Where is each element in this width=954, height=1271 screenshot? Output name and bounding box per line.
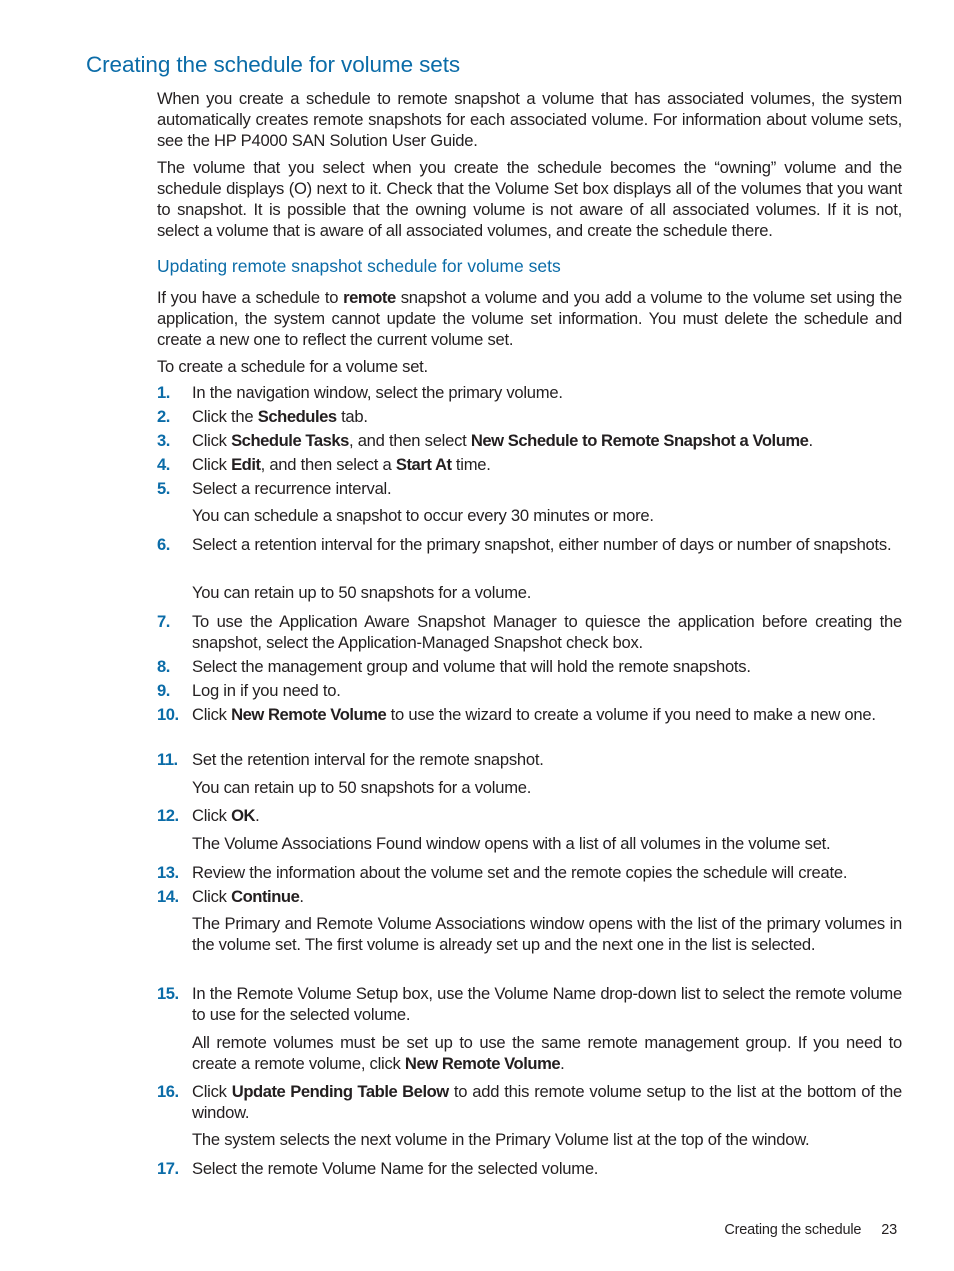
intro-paragraph-1: When you create a schedule to remote snapshot a volume that has associated volumes, the system automatically creates remote snapshots for each associated volume. For information about volume sets, see the HP P4000 SAN Solution User Guide. [157, 89, 902, 150]
step-text: Click Continue. [192, 887, 304, 906]
step-text: Select a recurrence interval. [192, 479, 392, 498]
step-6 [157, 534, 902, 555]
step-number: 7. [157, 612, 170, 631]
subsection-title: Updating remote snapshot schedule for volume sets [157, 256, 561, 276]
step-number: 13. [157, 863, 179, 882]
step-16-note: The system selects the next volume in the Primary Volume list at the top of the window. [192, 1130, 810, 1149]
step-16 [157, 1081, 902, 1123]
footer-label: Creating the schedule [724, 1222, 862, 1238]
step-number: 11. [157, 750, 178, 769]
step-2 [157, 406, 902, 427]
step-12-note: The Volume Associations Found window opens with a list of all volumes in the volume set. [192, 834, 831, 853]
step-13 [157, 862, 902, 883]
step-5-note: You can schedule a snapshot to occur every 30 minutes or more. [192, 506, 654, 525]
step-1 [157, 382, 902, 403]
step-number: 16. [157, 1082, 179, 1101]
step-text: Set the retention interval for the remote snapshot. [192, 750, 544, 769]
page-footer [724, 1222, 897, 1238]
step-text: Click Update Pending Table Below to add this remote volume setup to the list at the bottom of the window. [192, 1082, 903, 1122]
step-text: Click New Remote Volume to use the wizard to create a volume if you need to make a new one. [192, 705, 876, 724]
step-10 [157, 704, 902, 725]
step-15 [157, 983, 902, 1025]
step-number: 6. [157, 535, 170, 554]
step-14-note: The Primary and Remote Volume Associations window opens with the list of the primary volumes in the volume set. The first volume is already set up and the next one in the list is selected. [192, 914, 902, 954]
step-number: 3. [157, 431, 170, 450]
step-number: 14. [157, 887, 179, 906]
intro-paragraph-2: The volume that you select when you create the schedule becomes the “owning” volume and the schedule displays (O) next to it. Check that the Volume Set box displays all of the volumes that you want to snapshot. It is possible that the owning volume is not aware of all associated volumes. If it is not, select a volume that is aware of all associated volumes, and create the schedule there. [157, 158, 902, 240]
step-5 [157, 478, 902, 499]
step-9 [157, 680, 902, 701]
lead-in: To create a schedule for a volume set. [157, 357, 428, 376]
step-number: 1. [157, 383, 170, 402]
step-17 [157, 1158, 902, 1179]
step-number: 5. [157, 479, 170, 498]
step-12 [157, 805, 902, 826]
step-number: 9. [157, 681, 170, 700]
step-number: 12. [157, 806, 179, 825]
step-text: Log in if you need to. [192, 681, 341, 700]
step-8 [157, 656, 902, 677]
step-number: 2. [157, 407, 170, 426]
section-title: Creating the schedule for volume sets [86, 52, 460, 77]
step-text: To use the Application Aware Snapshot Manager to quiesce the application before creating the snapshot, select the Application-Managed Snapshot check box. [192, 612, 902, 652]
step-text: In the navigation window, select the primary volume. [192, 383, 563, 402]
step-text: Click Edit, and then select a Start At time. [192, 455, 491, 474]
step-number: 10. [157, 705, 179, 724]
step-4 [157, 454, 902, 475]
step-text: Select the management group and volume that will hold the remote snapshots. [192, 657, 751, 676]
step-15-note: All remote volumes must be set up to use the same remote management group. If you need to create a remote volume, click New Remote Volume. [192, 1033, 902, 1073]
step-number: 15. [157, 984, 179, 1003]
step-number: 17. [157, 1159, 179, 1178]
step-text: Click OK. [192, 806, 260, 825]
step-text: Select a retention interval for the primary snapshot, either number of days or number of snapshots. [192, 535, 892, 554]
step-7 [157, 611, 902, 653]
update-paragraph: If you have a schedule to remote snapshot a volume and you add a volume to the volume set using the application, the system cannot update the volume set information. You must delete the schedule and create a new one to reflect the current volume set. [157, 288, 902, 349]
step-text: Select the remote Volume Name for the selected volume. [192, 1159, 599, 1178]
step-11 [157, 749, 902, 770]
step-6-note: You can retain up to 50 snapshots for a volume. [192, 583, 532, 602]
step-14 [157, 886, 902, 907]
step-11-note: You can retain up to 50 snapshots for a volume. [192, 778, 532, 797]
step-text: Review the information about the volume set and the remote copies the schedule will create. [192, 863, 848, 882]
step-number: 4. [157, 455, 170, 474]
step-number: 8. [157, 657, 170, 676]
step-text: Click the Schedules tab. [192, 407, 368, 426]
page-number: 23 [881, 1222, 897, 1238]
step-text: Click Schedule Tasks, and then select New Schedule to Remote Snapshot a Volume. [192, 431, 813, 450]
step-3 [157, 430, 902, 451]
step-text: In the Remote Volume Setup box, use the Volume Name drop-down list to select the remote volume to use for the selected volume. [192, 984, 902, 1024]
